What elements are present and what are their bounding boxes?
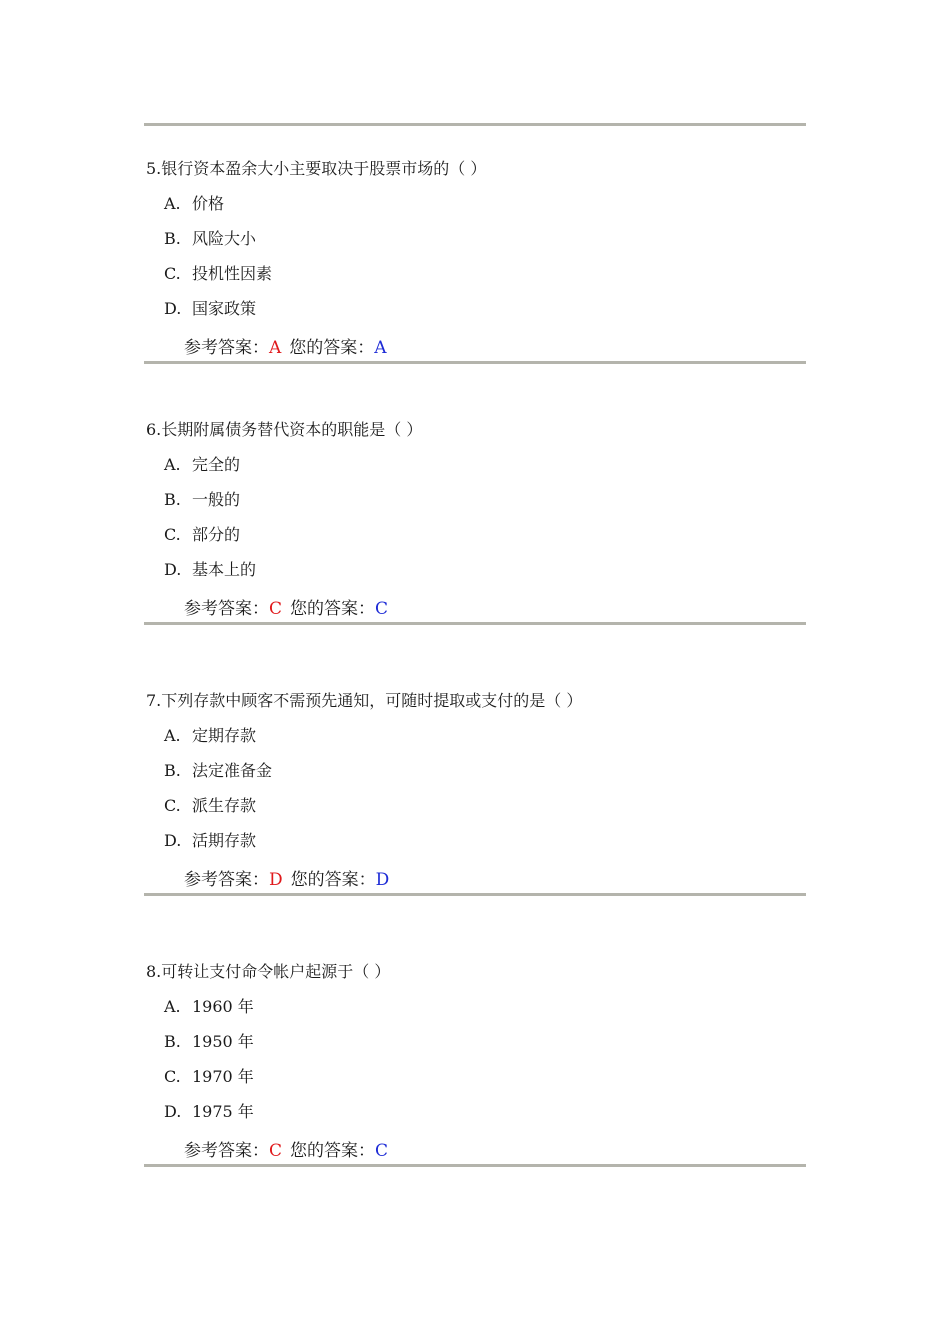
option-letter: C. (164, 1067, 181, 1086)
option-text: 价格 (192, 194, 225, 213)
reference-answer-value: A (269, 338, 282, 358)
option-letter: C. (164, 525, 181, 544)
option-a (164, 726, 256, 746)
option-letter: D. (164, 1102, 182, 1121)
option-b (164, 1032, 254, 1052)
your-answer-label: 您的答案： (290, 870, 376, 890)
question-divider (144, 622, 806, 625)
option-text: 1960 年 (192, 997, 254, 1016)
option-c (164, 796, 256, 816)
question-stem: 6.长期附属债务替代资本的职能是（ ） (146, 420, 423, 439)
answer-line (184, 869, 389, 891)
option-letter: A. (164, 194, 181, 213)
option-letter: B. (164, 761, 181, 780)
option-d (164, 560, 256, 580)
question-stem: 8.可转让支付命令帐户起源于（ ） (146, 962, 391, 981)
option-a (164, 455, 240, 475)
reference-answer-label: 参考答案： (184, 599, 269, 619)
option-letter: B. (164, 229, 181, 248)
option-text: 基本上的 (192, 560, 257, 579)
option-text: 定期存款 (192, 726, 257, 745)
option-letter: A. (164, 997, 181, 1016)
option-d (164, 299, 256, 319)
question-divider (144, 361, 806, 364)
option-c (164, 525, 240, 545)
option-letter: A. (164, 455, 181, 474)
your-answer-value: C (375, 1141, 389, 1161)
option-text: 活期存款 (192, 831, 257, 850)
question-stem: 7.下列存款中顾客不需预先通知，可随时提取或支付的是（ ） (146, 691, 583, 710)
option-b (164, 761, 272, 781)
option-text: 一般的 (192, 490, 241, 509)
your-answer-label: 您的答案： (289, 338, 375, 358)
option-text: 法定准备金 (192, 761, 273, 780)
option-letter: B. (164, 490, 181, 509)
question-stem: 5.银行资本盈余大小主要取决于股票市场的（ ） (146, 159, 487, 178)
answer-line (184, 337, 387, 359)
option-a (164, 997, 254, 1017)
top-divider (144, 123, 806, 126)
option-text: 1970 年 (192, 1067, 254, 1086)
option-letter: B. (164, 1032, 181, 1051)
reference-answer-label: 参考答案： (184, 338, 269, 358)
option-b (164, 490, 240, 510)
option-letter: C. (164, 796, 181, 815)
reference-answer-label: 参考答案： (184, 1141, 269, 1161)
option-text: 国家政策 (192, 299, 257, 318)
option-d (164, 1102, 254, 1122)
option-c (164, 1067, 254, 1087)
option-letter: D. (164, 299, 182, 318)
reference-answer-label: 参考答案： (184, 870, 269, 890)
option-text: 风险大小 (192, 229, 257, 248)
reference-answer-value: C (269, 1141, 283, 1161)
option-text: 部分的 (192, 525, 241, 544)
question-divider (144, 1164, 806, 1167)
option-text: 1975 年 (192, 1102, 254, 1121)
option-b (164, 229, 256, 249)
question-divider (144, 893, 806, 896)
your-answer-value: A (374, 338, 387, 358)
option-letter: D. (164, 560, 182, 579)
option-d (164, 831, 256, 851)
option-letter: D. (164, 831, 182, 850)
option-letter: C. (164, 264, 181, 283)
answer-line (184, 598, 388, 620)
answer-line (184, 1140, 388, 1162)
option-letter: A. (164, 726, 181, 745)
option-text: 派生存款 (192, 796, 257, 815)
option-text: 1950 年 (192, 1032, 254, 1051)
your-answer-label: 您的答案： (290, 1141, 376, 1161)
option-c (164, 264, 272, 284)
reference-answer-value: C (269, 599, 283, 619)
option-text: 完全的 (192, 455, 241, 474)
your-answer-value: C (375, 599, 389, 619)
your-answer-value: D (375, 870, 390, 890)
your-answer-label: 您的答案： (290, 599, 376, 619)
option-text: 投机性因素 (192, 264, 273, 283)
option-a (164, 194, 224, 214)
reference-answer-value: D (269, 870, 283, 890)
